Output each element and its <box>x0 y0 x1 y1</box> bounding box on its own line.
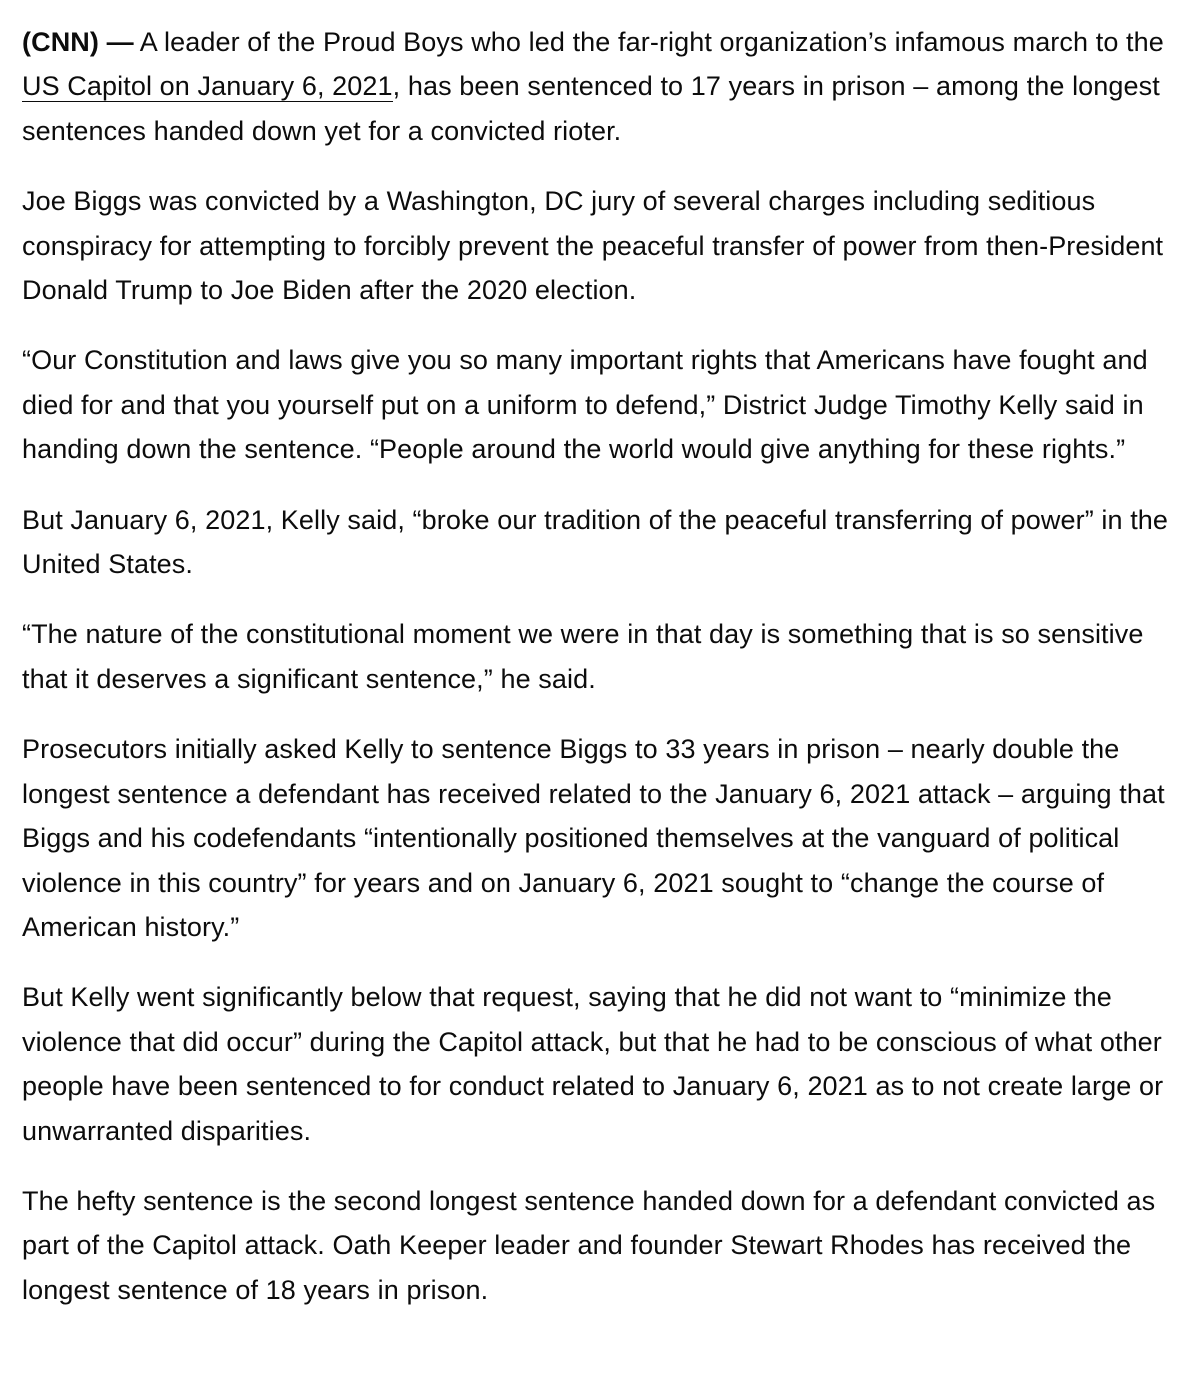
lede-text-after-link: , has been sentenced to 17 years in prison – among the longest sentences handed down yet for a convicted rioter. <box>22 71 1160 146</box>
paragraph-below-request: But Kelly went significantly below that request, saying that he did not want to “minimize the violence that did occur” during the Capitol attack, but that he had to be conscious of what other people have been sentenced to for conduct related to January 6, 2021 as to not create large or unwarranted disparities. <box>22 982 1164 1146</box>
paragraph-constitutional-moment: “The nature of the constitutional moment we were in that day is something that is so sensitive that it deserves a significant sentence,” he said. <box>22 619 1144 694</box>
capitol-link[interactable]: US Capitol on January 6, 2021 <box>22 71 393 102</box>
paragraph-prosecutors: Prosecutors initially asked Kelly to sentence Biggs to 33 years in prison – nearly double the longest sentence a defendant has received related to the January 6, 2021 attack – arguing that Biggs and his codefendants “intentionally positioned themselves at the vanguard of political violence in this country” for years and on January 6, 2021 sought to “change the course of American history.” <box>22 734 1165 942</box>
lede-text-before-link: A leader of the Proud Boys who led the far-right organization’s infamous march to the <box>133 27 1164 57</box>
lede-paragraph <box>22 20 1178 153</box>
paragraph-biggs-conviction: Joe Biggs was convicted by a Washington, DC jury of several charges including seditious conspiracy for attempting to forcibly prevent the peaceful transfer of power from then-President Donald Trump to Joe Biden after the 2020 election. <box>22 186 1164 306</box>
paragraph-second-longest: The hefty sentence is the second longest sentence handed down for a defendant convicted as part of the Capitol attack. Oath Keeper leader and founder Stewart Rhodes has received the longest sentence of 18 years in prison. <box>22 1185 1156 1305</box>
paragraph-judge-quote: “Our Constitution and laws give you so many important rights that Americans have fought and died for and that you yourself put on a uniform to defend,” District Judge Timothy Kelly said in handing down the sentence. “People around the world would give anything for these rights.” <box>22 345 1148 465</box>
paragraph-tradition: But January 6, 2021, Kelly said, “broke our tradition of the peaceful transferring of power” in the United States. <box>22 504 1169 580</box>
source-label: (CNN) — <box>22 27 134 57</box>
